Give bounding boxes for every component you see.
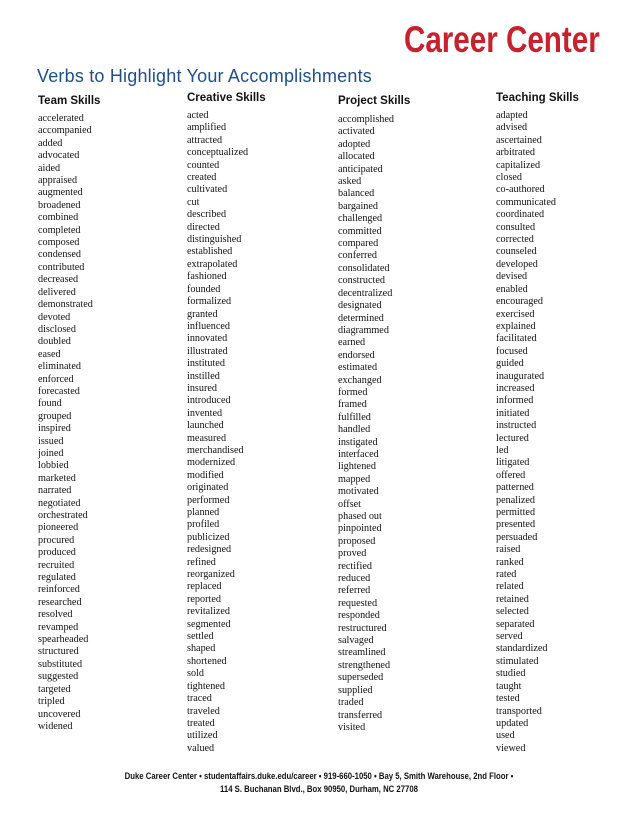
verb-item: instilled: [187, 370, 220, 382]
verb-item: substituted: [38, 658, 83, 670]
footer-line: Duke Career Center • studentaffairs.duke.edu/career • 919-660-1050 • Bay 5, Smith Warehouse, 2nd Floor •: [124, 771, 514, 781]
verb-item: reduced: [338, 573, 371, 585]
verb-item: lectured: [496, 432, 529, 444]
page-title: Verbs to Highlight Your Accomplishments: [37, 66, 372, 86]
column-heading: Creative Skills: [187, 92, 266, 104]
verb-item: researched: [38, 596, 82, 608]
verb-item: shortened: [187, 655, 227, 667]
verb-item: performed: [187, 494, 230, 506]
verb-item: broadened: [38, 199, 81, 211]
verb-item: capitalized: [496, 159, 541, 171]
verb-item: modernized: [187, 457, 236, 469]
verb-item: produced: [38, 547, 76, 559]
verb-item: joined: [38, 447, 64, 459]
verb-item: decreased: [38, 274, 79, 286]
verb-item: instituted: [187, 358, 225, 370]
verb-item: ranked: [496, 556, 524, 568]
verb-item: lightened: [338, 461, 376, 473]
verb-item: patterned: [496, 482, 534, 494]
verb-item: extrapolated: [187, 258, 238, 270]
verb-item: influenced: [187, 320, 230, 332]
verb-item: augmented: [38, 187, 83, 199]
verb-item: composed: [38, 237, 80, 249]
verb-item: traced: [187, 693, 212, 705]
verb-item: co-authored: [496, 184, 545, 196]
verb-item: redesigned: [187, 544, 232, 556]
verb-item: planned: [187, 507, 220, 518]
verb-item: transported: [496, 705, 542, 717]
verb-item: inspired: [38, 423, 71, 435]
verb-item: forecasted: [38, 385, 80, 397]
verb-item: determined: [338, 312, 384, 324]
verb-item: facilitated: [496, 333, 537, 345]
verb-item: proved: [338, 548, 367, 560]
verb-item: anticipated: [338, 163, 383, 175]
verb-item: widened: [38, 720, 73, 732]
verb-item: informed: [496, 395, 534, 407]
verb-item: insured: [187, 382, 217, 394]
verb-item: described: [187, 209, 227, 221]
verb-item: spearheaded: [38, 634, 89, 646]
verb-item: doubled: [38, 336, 71, 348]
verb-list: [38, 113, 100, 733]
verb-item: adopted: [338, 138, 371, 150]
verb-item: resolved: [38, 609, 73, 621]
verb-item: grouped: [38, 410, 72, 422]
verb-item: aided: [38, 162, 61, 174]
verb-item: fashioned: [187, 271, 227, 283]
verb-item: designated: [338, 300, 382, 312]
verb-item: increased: [496, 382, 535, 394]
verb-item: persuaded: [496, 531, 538, 543]
verb-item: revitalized: [187, 606, 230, 618]
column-heading: Teaching Skills: [496, 92, 579, 104]
verb-item: transferred: [338, 709, 383, 721]
verb-item: negotiated: [38, 497, 81, 509]
verb-item: motivated: [338, 486, 379, 498]
verb-item: inaugurated: [496, 370, 545, 382]
verb-item: framed: [338, 399, 367, 411]
verb-item: asked: [338, 176, 362, 188]
verb-item: encouraged: [496, 296, 543, 308]
verb-item: related: [496, 581, 524, 593]
verb-item: structured: [38, 646, 79, 658]
project-skills-column: [338, 91, 410, 734]
verb-item: regulated: [38, 572, 76, 584]
verb-item: acted: [187, 110, 209, 121]
verb-item: initiated: [496, 407, 530, 419]
verb-item: lobbied: [38, 460, 69, 472]
verb-item: created: [187, 172, 217, 184]
verb-item: found: [38, 398, 62, 410]
verb-item: selected: [496, 606, 529, 618]
verb-item: disclosed: [38, 323, 76, 335]
verb-item: reinforced: [38, 584, 80, 596]
verb-item: suggested: [38, 671, 79, 683]
verb-item: corrected: [496, 234, 534, 246]
verb-item: superseded: [338, 672, 384, 684]
verb-item: completed: [38, 224, 81, 236]
verb-item: modified: [187, 469, 224, 481]
verb-item: activated: [338, 126, 375, 138]
verb-item: balanced: [338, 188, 375, 200]
verb-item: traded: [338, 697, 364, 709]
verb-item: innovated: [187, 333, 228, 345]
verb-item: tested: [496, 693, 520, 705]
verb-item: uncovered: [38, 708, 81, 720]
verb-item: focused: [496, 345, 528, 357]
verb-item: compared: [338, 238, 379, 250]
verb-item: viewed: [496, 742, 526, 754]
verb-item: reported: [187, 593, 221, 605]
verb-item: issued: [38, 435, 64, 447]
verb-item: formalized: [187, 296, 232, 308]
verb-item: tightened: [187, 680, 225, 692]
teaching-skills-column: [496, 91, 579, 755]
verb-item: targeted: [38, 683, 71, 695]
verb-list: [338, 114, 410, 734]
verb-item: directed: [187, 221, 220, 233]
verb-item: amplified: [187, 122, 227, 134]
verb-item: introduced: [187, 395, 231, 407]
verb-item: closed: [496, 172, 523, 184]
verb-item: delivered: [38, 286, 76, 298]
verb-item: separated: [496, 618, 535, 630]
verb-item: devised: [496, 271, 528, 283]
verb-item: constructed: [338, 275, 385, 287]
verb-item: contributed: [38, 261, 85, 273]
verb-item: permitted: [496, 507, 536, 518]
verb-item: diagrammed: [338, 324, 389, 336]
verb-item: penalized: [496, 494, 536, 506]
verb-item: advised: [496, 122, 528, 134]
team-skills-column: [38, 91, 100, 733]
verb-item: eased: [38, 348, 61, 360]
verb-item: granted: [187, 308, 218, 320]
verb-item: exercised: [496, 308, 535, 320]
verb-item: requested: [338, 597, 378, 609]
verb-item: procured: [38, 534, 75, 546]
verb-item: refined: [187, 556, 216, 568]
verb-item: counted: [187, 159, 220, 171]
verb-item: litigated: [496, 457, 530, 469]
verb-item: responded: [338, 610, 380, 622]
verb-item: earned: [338, 337, 366, 349]
verb-item: counseled: [496, 246, 537, 258]
verb-list: [187, 110, 266, 755]
verb-item: adapted: [496, 110, 528, 121]
footer-line: 114 S. Buchanan Blvd., Box 90950, Durham, NC 27708: [220, 784, 418, 794]
verb-item: instructed: [496, 420, 537, 432]
verb-item: conferred: [338, 250, 378, 262]
verb-item: accompanied: [38, 125, 92, 137]
verb-item: led: [496, 444, 509, 456]
verb-item: standardized: [496, 643, 548, 655]
verb-item: illustrated: [187, 345, 228, 357]
verb-item: invented: [187, 407, 223, 419]
verb-item: cut: [187, 196, 200, 208]
verb-item: pioneered: [38, 522, 79, 534]
verb-item: arbitrated: [496, 147, 536, 159]
verb-item: challenged: [338, 213, 383, 225]
verb-item: marketed: [38, 472, 76, 484]
verb-list: [496, 110, 579, 755]
verb-item: handled: [338, 424, 371, 436]
verb-item: consolidated: [338, 262, 390, 274]
verb-item: endorsed: [338, 349, 375, 361]
verb-item: devoted: [38, 311, 71, 323]
verb-item: orchestrated: [38, 510, 88, 521]
verb-item: accelerated: [38, 113, 84, 124]
verb-item: combined: [38, 212, 79, 224]
verb-item: coordinated: [496, 209, 545, 221]
verb-item: conceptualized: [187, 147, 249, 159]
verb-item: referred: [338, 585, 371, 597]
verb-item: eliminated: [38, 361, 81, 373]
verb-item: offered: [496, 469, 526, 481]
footer-contact: [0, 770, 638, 796]
verb-item: condensed: [38, 249, 81, 261]
creative-skills-column: [187, 91, 266, 755]
verb-item: committed: [338, 225, 382, 237]
verb-item: proposed: [338, 535, 376, 547]
verb-item: consulted: [496, 221, 536, 233]
verb-item: visited: [338, 721, 366, 733]
verb-item: interfaced: [338, 448, 379, 460]
verb-item: profiled: [187, 519, 220, 531]
verb-item: formed: [338, 386, 368, 398]
verb-item: founded: [187, 283, 221, 295]
verb-item: originated: [187, 482, 229, 494]
verb-item: established: [187, 246, 233, 258]
verb-item: accomplished: [338, 114, 395, 125]
verb-item: demonstrated: [38, 299, 93, 311]
verb-item: rectified: [338, 560, 372, 572]
column-heading: Team Skills: [38, 95, 101, 107]
verb-item: added: [38, 137, 63, 149]
verb-item: merchandised: [187, 444, 244, 456]
verb-item: publicized: [187, 531, 230, 543]
verb-item: offset: [338, 498, 362, 510]
verb-item: streamlined: [338, 647, 386, 659]
verb-item: tripled: [38, 696, 65, 708]
verb-item: ascertained: [496, 134, 542, 146]
verb-item: treated: [187, 717, 215, 729]
verb-item: studied: [496, 668, 526, 680]
verb-item: narrated: [38, 485, 72, 497]
verb-item: phased out: [338, 511, 382, 522]
verb-item: utilized: [187, 730, 218, 742]
verb-item: used: [496, 730, 515, 742]
verb-item: recruited: [38, 559, 75, 571]
verb-item: guided: [496, 358, 524, 370]
verb-item: enabled: [496, 283, 528, 295]
verb-item: advocated: [38, 150, 80, 162]
verb-item: taught: [496, 680, 522, 692]
verb-item: communicated: [496, 196, 556, 208]
verb-item: mapped: [338, 473, 371, 485]
verb-item: enforced: [38, 373, 74, 385]
verb-item: estimated: [338, 362, 378, 374]
verb-item: replaced: [187, 581, 222, 593]
verb-item: retained: [496, 593, 529, 605]
verb-item: pinpointed: [338, 523, 382, 535]
verb-item: shaped: [187, 643, 216, 655]
verb-item: launched: [187, 420, 224, 432]
verb-item: appraised: [38, 175, 78, 187]
verb-item: traveled: [187, 705, 220, 717]
verb-item: raised: [496, 544, 521, 556]
verb-item: cultivated: [187, 184, 228, 196]
verb-item: salvaged: [338, 635, 374, 647]
verb-item: sold: [187, 668, 204, 680]
verb-item: measured: [187, 432, 227, 444]
verb-item: revamped: [38, 621, 79, 633]
verb-item: decentralized: [338, 287, 393, 299]
verb-item: updated: [496, 717, 529, 729]
verb-item: presented: [496, 519, 536, 531]
verb-item: instigated: [338, 436, 378, 448]
verb-item: segmented: [187, 618, 231, 630]
verb-item: rated: [496, 569, 517, 581]
verb-item: bargained: [338, 200, 378, 212]
verb-item: restructured: [338, 622, 387, 634]
verb-item: supplied: [338, 684, 373, 696]
verb-item: developed: [496, 258, 538, 270]
column-heading: Project Skills: [338, 95, 411, 107]
verb-item: settled: [187, 631, 214, 643]
verb-item: strengthened: [338, 659, 391, 671]
verb-item: attracted: [187, 134, 223, 146]
verb-item: reorganized: [187, 569, 235, 581]
verb-item: distinguished: [187, 234, 242, 246]
verb-item: served: [496, 631, 523, 643]
verb-item: fulfilled: [338, 411, 371, 423]
verb-item: allocated: [338, 151, 375, 163]
verb-item: stimulated: [496, 655, 539, 667]
verb-item: valued: [187, 742, 215, 754]
verb-item: exchanged: [338, 374, 382, 386]
verb-item: explained: [496, 320, 536, 332]
career-center-logo: Career Center: [404, 19, 600, 60]
